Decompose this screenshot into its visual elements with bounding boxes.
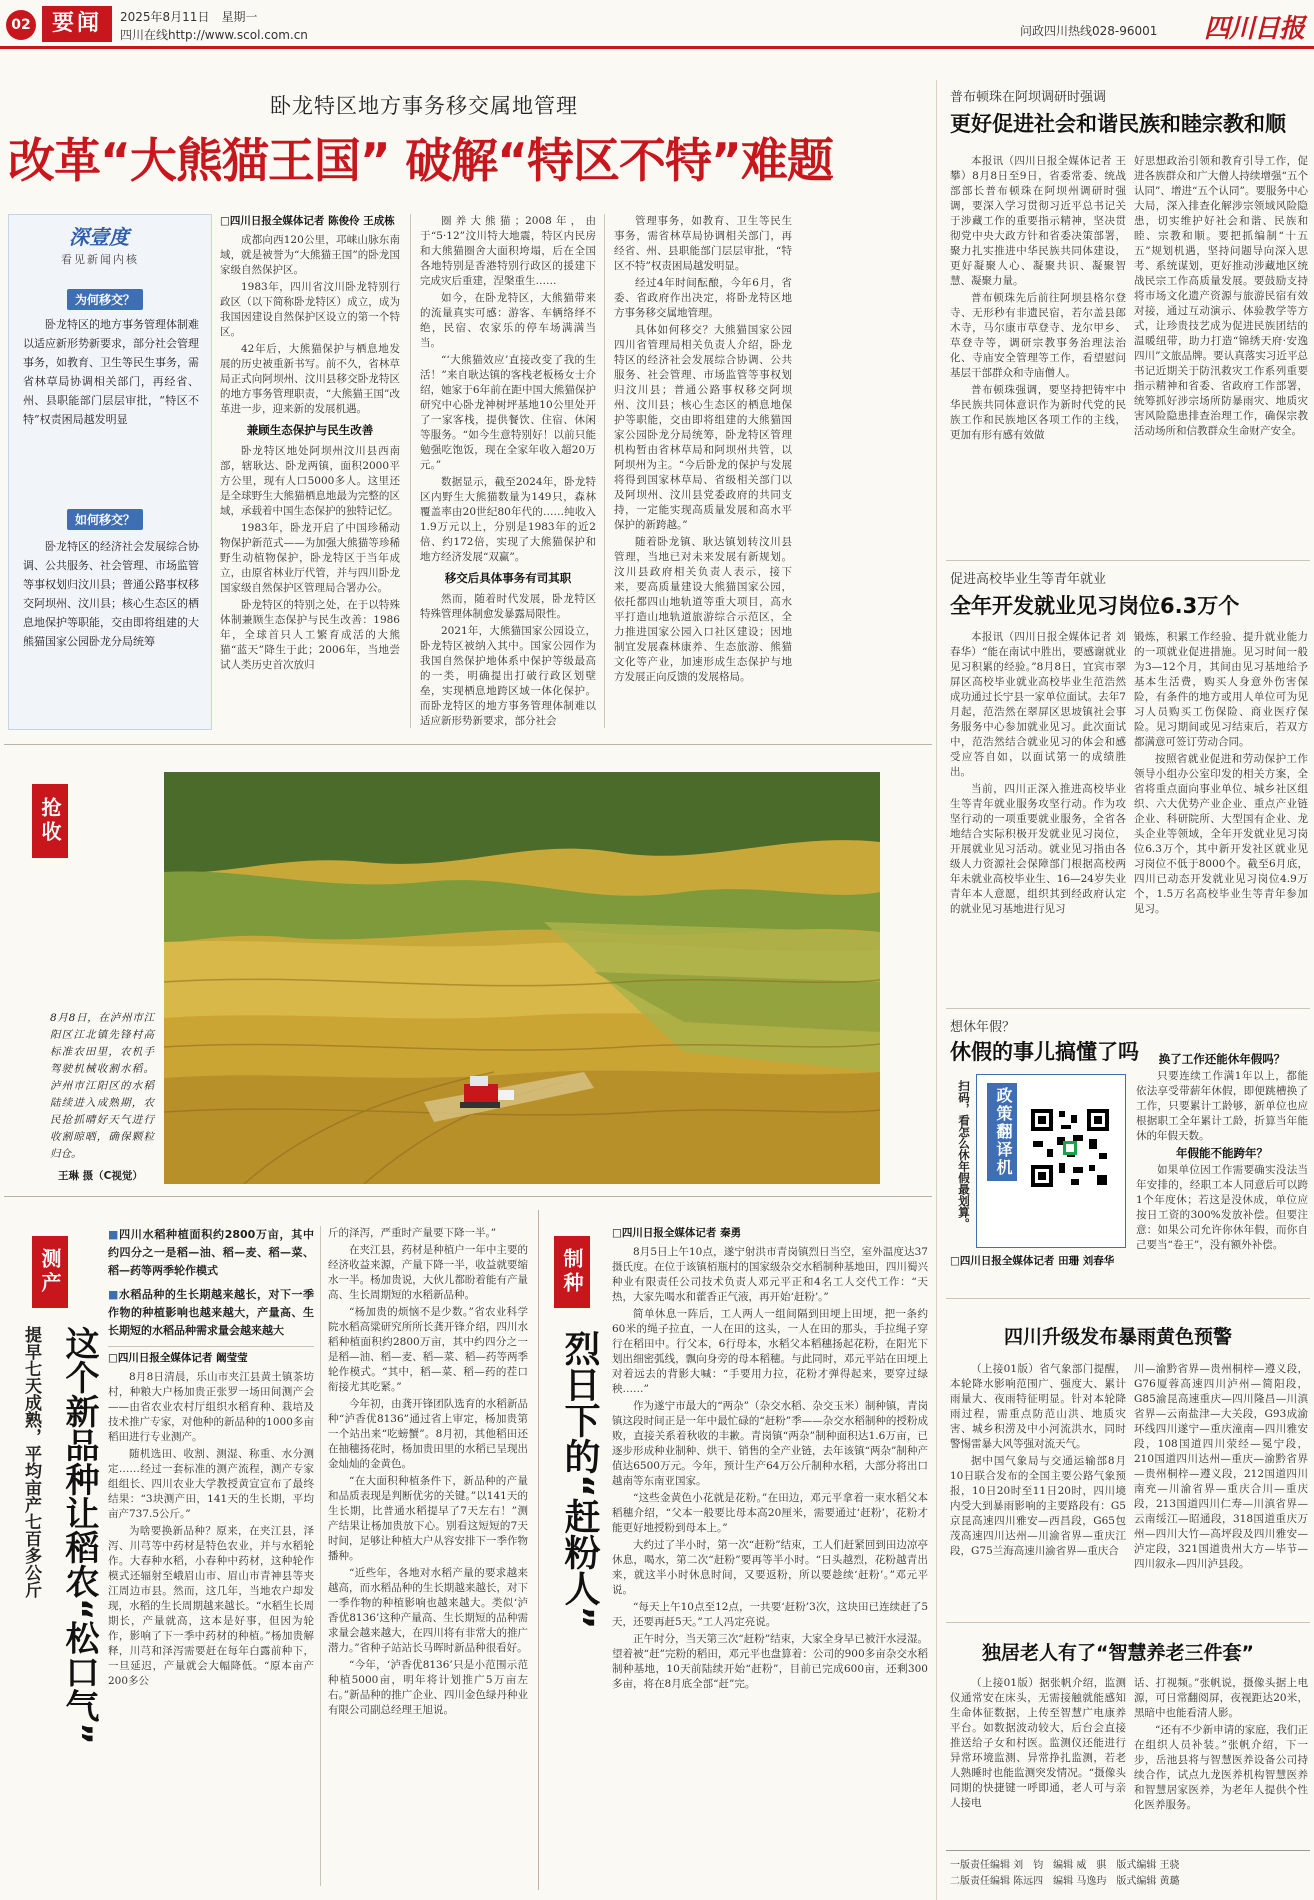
- holiday-byline: □四川日报全媒体记者 田珊 刘春华: [950, 1255, 1115, 1267]
- paragraph: 如果单位因工作需要确实没法当年安排的，经职工本人同意后可以跨1个年度休；若这是没休成，单位应按日工资的300%发放补偿。但要注意：如果公司允许你休年假，而你自己要当“卷王”，没有额外补偿。: [1136, 1164, 1308, 1251]
- paragraph: 42年后，大熊猫保护与栖息地发展的历史被重新书写。前不久，省林草局正式向阿坝州、汶川县移交卧龙特区的地方事务管理职责，“大熊猫王国”改革进一步，迎来新的发展机遇。: [220, 343, 400, 415]
- paragraph: 8月8日清晨，乐山市夹江县黄土镇茶坊村，种粮大户杨加贵正张罗一场田间测产会——由省农业农村厅组织水稻育种、栽培及技术推广专家，对他种的新品种的1000多亩稻田进行专业测产。: [108, 1371, 314, 1443]
- editor-credits-1: 一版责任编辑 刘 钧 编辑 威 骐 版式编辑 王骁: [950, 1860, 1180, 1871]
- harvest-caption: 8月8日，在泸州市江阳区江北镇先锋村高标准农田里，农机手驾驶机械收割水稻。泸州市江阳区的水稻陆续进入成熟期，农民抢抓晴好天气进行收割晾晒，确保颗粒归仓。: [50, 1012, 154, 1160]
- lead-column-3: [614, 214, 792, 734]
- test-subhead: 提早七天成熟，平均亩产七百多公斤: [21, 1326, 41, 1598]
- story-divider: [946, 1008, 1310, 1009]
- site-url: 四川在线http://www.scol.com.cn: [120, 28, 308, 42]
- elder-col-2: [1134, 1676, 1308, 1844]
- test-byline: □四川日报全媒体记者 阚莹莹: [108, 1346, 314, 1366]
- paragraph: 按照省就业促进和劳动保护工作领导小组办公室印发的相关方案，全省将重点面向事业单位、城乡社区组织、六大优势产业企业、重点产业链企业、科研院所、大型国有企业、龙头企业等领域，全年开发就业见习岗位6.3万个，其中新开发社区就业见习岗位不低于8000个。截至6月底，四川已动态开发就业见习岗位4.9万个，1.5万名高校毕业生等青年参加见习。: [1134, 753, 1308, 915]
- paragraph: 数据显示，截至2024年，卧龙特区内野生大熊猫数量为149只，森林覆盖率由20世纪80年代的……纯收入1.9万元以上，分别是1983年的近2倍、约172倍，实现了大熊猫保护和地方经济发展“双赢”。: [420, 476, 596, 563]
- rain-col-1: [950, 1362, 1126, 1618]
- elder-headline: 独居老人有了“智慧养老三件套”: [982, 1642, 1254, 1664]
- paragraph: 管理事务，如教育、卫生等民生事务，需省林草局协调相关部门，再经省、州、县职能部门层层审批，“特区不特”权责困局越发明显。: [614, 215, 792, 272]
- holiday-kicker: 想休年假？: [950, 1020, 1016, 1035]
- test-bullet-1-text: 四川水稻种植面积约2800万亩，其中约四分之一是稻—油、稻—麦、稻—菜、稻—药等两季轮作模式: [108, 1228, 314, 1277]
- seed-byline: □四川日报全媒体记者 秦勇: [612, 1227, 742, 1239]
- story-divider: [946, 1298, 1310, 1299]
- issue-date: 2025年8月11日 星期一: [120, 10, 258, 24]
- scan-text: 扫码，看怎么休年假最划算。: [957, 1080, 971, 1230]
- paragraph: 本报讯（四川日报全媒体记者 刘春华）“能在南试中胜出，要感谢就业见习积累的经验。”8月8日，宜宾市翠屏区高校毕业就业高校毕业生范浩然成功通过长宁县一家单位面试。去年7月起，范浩然在翠屏区思坡镇社会事务服务中心参加就业见习。此次面试中，范浩然结合就业见习的体会和感受应答自如，以面试第一的成绩胜出。: [950, 631, 1126, 778]
- right-mid-col-2: [1134, 630, 1308, 1002]
- paragraph: 今年初，由龚开锋团队选育的水稻新品种“泸香优8136”通过省上审定，杨加贵第一个站出来“吃螃蟹”。8月初，其他稻田还在抽穗扬花时，杨加贵田里的水稻已呈现出金灿灿的金黄色。: [328, 1398, 528, 1470]
- test-col-2: [328, 1226, 528, 1890]
- hotline: 问政四川热线028-96001: [1020, 24, 1158, 38]
- section-name: 要闻: [42, 6, 112, 42]
- lead-subhead-2: 移交后具体事务有司其职: [444, 571, 572, 585]
- paragraph: “杨加贵的烦恼不是少数。”省农业科学院水稻高粱研究所所长龚开锋介绍，四川水稻种植面积约2800万亩，其中约四分之一是稻—油、稻—麦、稻—菜、稻—药等两季轮作模式。“其中，稻—菜、稻—药的茬口衔接尤其吃紧。”: [328, 1306, 528, 1393]
- column-rule: [936, 80, 937, 1900]
- paragraph: 8月5日上午10点，遂宁射洪市青岗镇烈日当空，室外温度达37摄氏度。在位于该镇栢瓶村的国家级杂交水稻制种基地田，四川蜀兴种业有限责任公司技术负责人邓元平正和4名工人交代工作：“天热，大家先喝水和藿香正气液，再开始‘赶粉’。”: [612, 1246, 928, 1303]
- paragraph: 大约过了半小时，第一次“赶粉”结束，工人们赶紧回到田边凉亭休息，喝水，第二次“赶粉”要再等半小时。“日头越烈，花粉越青出来，就这半小时休息时间，又要返粉，所以要趁续‘赶粉’。”邓元平说。: [612, 1539, 928, 1596]
- column-subtitle: 看见新闻内核: [61, 253, 139, 266]
- lead-kicker: 卧龙特区地方事务移交属地管理: [270, 94, 578, 118]
- test-tag: 测产: [32, 1236, 68, 1308]
- masthead-rule: [0, 46, 1314, 49]
- holiday-headline: 休假的事儿搞懂了吗: [950, 1040, 1139, 1064]
- paragraph: （上接01版）据张帆介绍，监测仪通常安在床头，无需接触就能感知生命体征数据，上传至智慧广电康养平台。如数据波动较大，后台会直接推送给子女和村医。监测仪还能进行异常环境监测、异常挣扎监测，若老人熟睡时也能监测突发情况。“摄像头同期的快捷键一呼即通，老人可与亲人接电: [950, 1677, 1126, 1809]
- paragraph: 话、打视频。”张帆说，摄像头据上电源，可日常翻阅屏，夜视距达20米，黑暗中也能看清人影。: [1134, 1677, 1308, 1719]
- rice-harvest-photo: [164, 772, 880, 1184]
- story-divider: [946, 560, 1310, 561]
- column-rule: [604, 214, 605, 728]
- paragraph: 成都向西120公里，邛崃山脉东南域，就是被誉为“大熊猫王国”的卧龙国家级自然保护区。: [220, 234, 400, 276]
- paragraph: 据中国气象局与交通运输部8月10日联合发布的全国主要公路气象预报，10日20时至11日20时，四川境内受大到暴雨影响的主要路段有：G5京昆高速四川雅安—西昌段，G65包茂高速四川达州—川渝省界—重庆江段，G75兰海高速川渝省界—重庆合: [950, 1455, 1126, 1557]
- qr-code-icon[interactable]: [1027, 1105, 1113, 1191]
- paragraph: 作为遂宁市最大的“两杂”（杂交水稻、杂交玉米）制种镇，青岗镇这段时间正是一年中最忙碌的“赶粉”季——杂交水稻制种的授粉成败，直接关系着秋收的丰歉。青岗镇“两杂”制种面积达1.6万亩，已逐步形成种业制种、烘干、销售的全产业链，去年该镇“两杂”制种产值达6500万元。今年，预计生产64万公斤制种水稻，大部分将出口越南等东南亚国家。: [612, 1400, 928, 1487]
- paragraph: 本报讯（四川日报全媒体记者 王攀）8月8日至9日，省委常委、统战部部长普布顿珠在阿坝州调研时强调，要深入学习贯彻习近平总书记关于涉藏工作的重要指示精神，坚决贯彻党中央大政方针和省委决策部署，聚力扎实推进中华民族共同体建设，更好凝聚人心、凝聚共识、凝聚智慧、凝聚力量。: [950, 155, 1126, 287]
- paragraph: “在大面积种植条件下，新品种的产量和品质表现是判断优劣的关键。”以141天的生长期，比普通水稻提早了7天左右！”测产结果让杨加贵放下心。别看这短短的7天时间，足够让种植大户从容安排下一季作物播种。: [328, 1475, 528, 1562]
- paragraph: 如今，在卧龙特区，大熊猫带来的流量真实可感：游客、车辆络绎不绝，民宿、农家乐的停车场满满当当。: [420, 292, 596, 349]
- paragraph: 普布顿珠强调，要坚持把铸牢中华民族共同体意识作为新时代党的民族工作和民族地区各项工作的主线，更加有形有感有效做: [950, 384, 1126, 441]
- paragraph: 然而，随着时代发展，卧龙特区特殊管理体制愈发暴露局限性。: [420, 593, 596, 620]
- newspaper-logo: 四川日报: [1204, 14, 1305, 44]
- right-top-col-1: [950, 154, 1126, 554]
- paragraph: 卧龙特区地处阿坝州汶川县西南部，辖耿达、卧龙两镇，面积2000平方公里，现有人口5000多人。这里还是全球野生大熊猫栖息地最为完整的区域，承载着中国生态保护的独特记忆。: [220, 445, 400, 517]
- paragraph: 为啥要换新品种？原来，在夹江县，泽泻、川芎等中药材是特色农业，并与水稻轮作。大春种水稻，小春种中药材，这种轮作模式还辐射至峨眉山市、眉山市青神县等夹江周边市县。然而，这几年，当地农户却发现，水稻的生长周期越来越长。“水稻生长周期长，产量就高，这本是好事，但因为轮作，影响了下一季中药材的种植。”杨加贵解释，川芎和泽泻需要赶在每年白露前种下，一旦延迟，产量就会大幅降低。“原本亩产200多公: [108, 1525, 314, 1687]
- column-name: 深壹度: [69, 225, 129, 249]
- column-rule: [320, 1226, 321, 1886]
- lead-subhead-1: 兼顾生态保护与民生改善: [246, 423, 374, 437]
- paragraph: 圈养大熊猫；2008年，由于“5·12”汶川特大地震，特区内民房和大熊猫圈舍大面积垮塌，后在全国各地特别是香港特别行政区的援建下完成灾后重建，涅槃重生……: [420, 215, 596, 287]
- right-top-kicker: 普布顿珠在阿坝调研时强调: [950, 90, 1107, 105]
- paragraph: 1983年，四川省汶川卧龙特别行政区（以下简称卧龙特区）成立，成为我国因建设自然保护区设立的第一个特区。: [220, 281, 400, 338]
- right-mid-headline: 全年开发就业见习岗位6.3万个: [950, 594, 1240, 618]
- question-2-label: 如何移交？: [67, 509, 143, 530]
- right-top-col-2: [1134, 154, 1308, 554]
- paragraph: 经过4年时间酝酿，今年6月，省委、省政府作出决定，将卧龙特区地方事务移交属地管理。: [614, 277, 792, 319]
- paragraph: 当前，四川正深入推进高校毕业生等青年就业服务攻坚行动。作为攻坚行动的一项重要就业服务，全省各地结合实际积极开发就业见习岗位，开展就业见习活动。就业见习指由各级人力资源社会保障部门根据高校两年未就业高校毕业生、16—24岁失业青年本人意愿，组织其到经政府认定的就业见习基地进行见习: [950, 783, 1126, 915]
- paragraph: 简单休息一阵后，工人两人一组间隔到田埂上田埂，把一条约60米的绳子拉直，一人在田的这头，一人在田的那头，手拉绳子穿行在稻田中。行父本，6行母本，水稻父本稻穗扬起花粉，在阳光下划出细密弧线，飘向身旁的母本稻穗。与此同时，邓元平站在田埂上对着远去的背影大喊：“手要用力拉，花粉才弹得起来，要穿过绿秧……”: [612, 1308, 928, 1395]
- paragraph: 斤的泽泻，严重时产量要下降一半。”: [328, 1227, 497, 1239]
- paragraph: 1983年，卧龙开启了中国珍稀动物保护新范式——为加强大熊猫等珍稀野生动植物保护，卧龙特区于当年成立，由原省林业厅代管，并与四川卧龙国家级自然保护区管理局合署办公。: [220, 522, 400, 594]
- holiday-qa: [1136, 1052, 1308, 1292]
- rain-headline: 四川升级发布暴雨黄色预警: [1004, 1326, 1233, 1348]
- test-bullet-2-text: 水稻品种的生长期越来越长，对下一季作物的种植影响也越来越大，产量高、生长期短的水稻品种需求量会越来越大: [108, 1288, 314, 1337]
- paragraph: 具体如何移交？大熊猫国家公园四川省管理局相关负责人介绍，卧龙特区的经济社会发展综合协调、公共服务、社会管理、市场监管等事权划归汶川县；普通公路事权移交阿坝州、汶川县；核心生态区的栖息地保护等职能，交由即将组建的大熊猫国家公园卧龙分局统筹，卧龙特区管理机构暂由省林草局和阿坝州共管，以阿坝州为主。“今后卧龙的保护与发展将得到国家林草局、省级相关部门以及阿坝州、汶川县党委政府的共同支持，一定能实现高质量发展和高水平保护的新跨越。”: [614, 324, 792, 531]
- section-rule: [538, 1210, 539, 1890]
- paragraph: 在夹江县，药材是种植户一年中主要的经济收益来源，产量下降一半，收益就要缩水一半。杨加贵说，大伙儿都盼着能有产量高、生长周期短的水稻新品种。: [328, 1244, 528, 1301]
- right-top-headline: 更好促进社会和谐民族和睦宗教和顺: [950, 112, 1286, 136]
- question-1-label: 为何移交？: [67, 289, 143, 310]
- paragraph: “这些金黄色小花就是花粉。”在田边，邓元平拿着一束水稻父本稻穗介绍，“父本一般要比母本高20厘米，需要通过‘赶粉’，花粉才能更好地授粉到母本上。”: [612, 1492, 928, 1534]
- masthead: [0, 0, 1314, 50]
- holiday-question-1: 换了工作还能休年假吗？: [1158, 1052, 1286, 1066]
- paragraph: 锻炼，积累工作经验、提升就业能力的一项就业促进措施。见习时间一般为3—12个月，其间由见习基地给予基本生活费，购买人身意外伤害保险，有条件的地方或用人单位可为见习人员购买工伤保险、商业医疗保险。见习期间或见习结束后，若双方都满意可签订劳动合同。: [1134, 631, 1308, 748]
- paragraph: “每天上午10点至12点，一共要‘赶粉’3次，这块田已连续赶了5天，还要再赶5天。”工人冯定亮说。: [612, 1601, 928, 1628]
- footer-rule: [946, 1850, 1310, 1851]
- question-1: [67, 289, 143, 310]
- page-number: 02: [6, 10, 36, 40]
- policy-badge: 政策翻译机: [987, 1083, 1017, 1181]
- story-divider: [946, 1622, 1310, 1623]
- seed-tag: 制种: [554, 1236, 590, 1308]
- seed-headline: 烈日下的“赶粉人”: [559, 1330, 600, 1630]
- test-bullet-1: [108, 1226, 314, 1280]
- paragraph: 普布顿珠先后前往阿坝县格尔登寺、无形秒有非遗民宿，若尔盖县郎木寺，马尔康市草登寺、龙尔甲乡、草登寺等，调研宗教事务治理法治化、寺庙安全管理等工作，看望慰问基层干部群众和寺庙僧人。: [950, 292, 1126, 379]
- harvest-tag: 抢收: [32, 784, 68, 858]
- policy-card: [976, 1074, 1126, 1248]
- paragraph: “还有不少新申请的家庭，我们正在组织人员补装。”张帆介绍，下一步，岳池县将与智慧医养设备公司持续合作，试点九龙医养机构智慧医养和智慧居家医养，为老年人提供个性化医养服务。: [1134, 1724, 1308, 1811]
- holiday-question-2: 年假能不能跨年？: [1176, 1146, 1268, 1160]
- right-mid-col-1: [950, 630, 1126, 1002]
- paragraph: 正午时分，当天第三次“赶粉”结束，大家全身早已被汗水浸湿。望着被“赶”完粉的稻田，邓元平也盘算着：公司的900多亩杂交水稻制种基地，10天前陆续开始“赶粉”，目前已完成600亩，还剩300多亩，将在8月底全部“赶”完。: [612, 1633, 928, 1690]
- paragraph: 2021年，大熊猫国家公园设立，卧龙特区被纳入其中。国家公园作为我国自然保护地体系中保护等级最高的一类，明确提出打破行政区划壁垒，实现栖息地跨区域一体化保护。而卧龙特区的地方事务管理体制难以适应新形势新要求，部分社会: [420, 625, 596, 727]
- editor-credits-2: 二版责任编辑 陈远四 编辑 马逸玙 版式编辑 黄璐: [950, 1876, 1180, 1887]
- lead-byline: □四川日报全媒体记者 陈俊伶 王成栋: [220, 215, 395, 227]
- rain-col-2: [1134, 1362, 1308, 1618]
- right-mid-kicker: 促进高校毕业生等青年就业: [950, 572, 1107, 587]
- lead-headline: 改革“大熊猫王国” 破解“特区不特”难题: [8, 134, 833, 189]
- answer-2: 卧龙特区的经济社会发展综合协调、公共服务、社会管理、市场监管等事权划归汶川县；普通公路事权移交阿坝州、汶川县；核心生态区的栖息地保护等职能，交由即将组建的大熊猫国家公园卧龙分局统筹: [23, 540, 199, 648]
- test-headline: 这个新品种让稻农“松口气”: [59, 1326, 99, 1745]
- test-bullet-2: [108, 1286, 314, 1340]
- paragraph: 随机选田、收割、测湿、称重、水分测定……经过一套标准的测产流程，测产专家组组长、四川农业大学教授黄宣宣布了最终结果：“3块测产田，141天的生长期，平均亩产737.5公斤。”: [108, 1448, 314, 1520]
- section-divider: [4, 744, 932, 745]
- paragraph: 卧龙特区的特别之处，在于以特殊体制兼顾生态保护与民生改善：1986年，全球首只人工繁育成活的大熊猫“蓝天”降生于此；2006年，当地尝试人类历史首次放归: [220, 599, 400, 671]
- test-col-1: [108, 1226, 314, 1890]
- elder-col-1: [950, 1676, 1126, 1844]
- lead-sidebar: [8, 214, 212, 730]
- answer-1: 卧龙特区的地方事务管理体制难以适应新形势新要求，部分社会管理事务，如教育、卫生等民生事务，需省林草局协调相关部门，再经省、州、县职能部门层层审批，“特区不特”权责困局越发明显: [23, 318, 199, 426]
- question-2: [67, 509, 143, 530]
- paragraph: 好思想政治引领和教育引导工作，促进各族群众和广大僧人持续增强“五个认同”、增进“五个认同”。要服务中心大局，深入排查化解涉宗领域风险隐患，切实维护好社会和谐、民族和睦、宗教和顺。要把抓编制“十五五”规划机遇，坚持问题导向深入思考、系统谋划，更好推动涉藏地区统战民宗工作高质量发展。要鼓励支持将市场文化遗产资源与旅游民宿有效对接，通过互动演示、体验教学等方式，让珍贵技艺成为促进民族团结的温暖纽带，助力打造“锦绣天府·安逸四川”文旅品牌。要认真落实习近平总书记近期关于防汛救灾工作系列重要指示精神和省委、省政府工作部署，统筹抓好涉宗场所防暴雨灾、地质灾害风险隐患排查治理工作，确保宗教活动场所和信教群众生命财产安全。: [1134, 155, 1308, 437]
- paragraph: 只要连续工作满1年以上，都能依法享受带薪年休假，即便跳槽换了工作，只要累计工龄够，新单位也应根据职工全年累计工龄，折算当年能休的年假天数。: [1136, 1070, 1308, 1142]
- lead-column-1: [220, 214, 400, 734]
- bullet-icon: ■: [108, 1288, 119, 1301]
- paragraph: “今年，‘泸香优8136’只是小范围示范种植5000亩，明年将计划推广5万亩左右。”新品种的推广企业、四川金色绿丹种业有限公司副总经理王旭说。: [328, 1659, 528, 1716]
- paragraph: “近些年，各地对水稻产量的要求越来越高，而水稻品种的生长期越来越长，对下一季作物的种植影响也越来越大。类似‘泸香优8136’这种产量高、生长期短的品种需求量会越来越大，在四川将有非常大的推广潜力。”省种子站站长马晖时新品种很看好。: [328, 1567, 528, 1654]
- paragraph: 随着卧龙镇、耿达镇划转汶川县管理，当地已对未来发展有新规划。汶川县政府相关负责人表示，接下来，要高质量建设大熊猫国家公园，依托都四山地轨道等重大项目，高水平打造山地轨道旅游综合示范区，全力推进国家公园入口社区建设；因地制宜发展森林康养、生态旅游、熊猫文化等产业，加速形成生态保护与地方发展正向反馈的发展格局。: [614, 536, 792, 683]
- paragraph: 川—渝黔省界—贵州桐梓—遵义段，G76厦蓉高速四川泸州—简阳段，G85渝昆高速重庆—四川隆昌—川滇省界—云南盐津—大关段，G93成渝环线四川遂宁—重庆潼南—四川雅安段，108国道四川荥经—冕宁段，210国道四川达州—重庆—渝黔省界—贵州桐梓—遵义段，212国道四川南充—川渝省界—重庆合川—重庆段，213国道四川仁寿—川滇省界—云南绥江—昭通段，318国道重庆万州—四川大竹—高坪段及四川雅安—泸定段，321国道贵州大方—毕节—四川叙永—四川泸县段。: [1134, 1363, 1308, 1570]
- bullet-icon: ■: [108, 1228, 120, 1241]
- paragraph: （上接01版）省气象部门提醒，本轮降水影响范围广、强度大、累计雨量大、夜雨特征明显。针对本轮降雨过程，需重点防范山洪、地质灾害、城乡积涝及中小河流洪水，同时警惕雷暴大风等强对流天气。: [950, 1363, 1126, 1450]
- paragraph: “‘大熊猫效应’直接改变了我的生活！”来自耿达镇的客栈老板杨女士介绍，她家于6年前在距中国大熊猫保护研究中心卧龙神树坪基地10公里处开了一家客栈，提供餐饮、住宿、休闲等服务。“如今生意特别好！以前只能勉强吃饱饭，现在全家年收入超20万元。”: [420, 354, 596, 471]
- lead-column-2: [420, 214, 596, 734]
- column-rule: [410, 214, 411, 728]
- seed-col-1: [612, 1226, 928, 1890]
- harvest-photo-credit: 王琳 摄（C视觉）: [58, 1170, 143, 1182]
- section-divider: [4, 1196, 932, 1197]
